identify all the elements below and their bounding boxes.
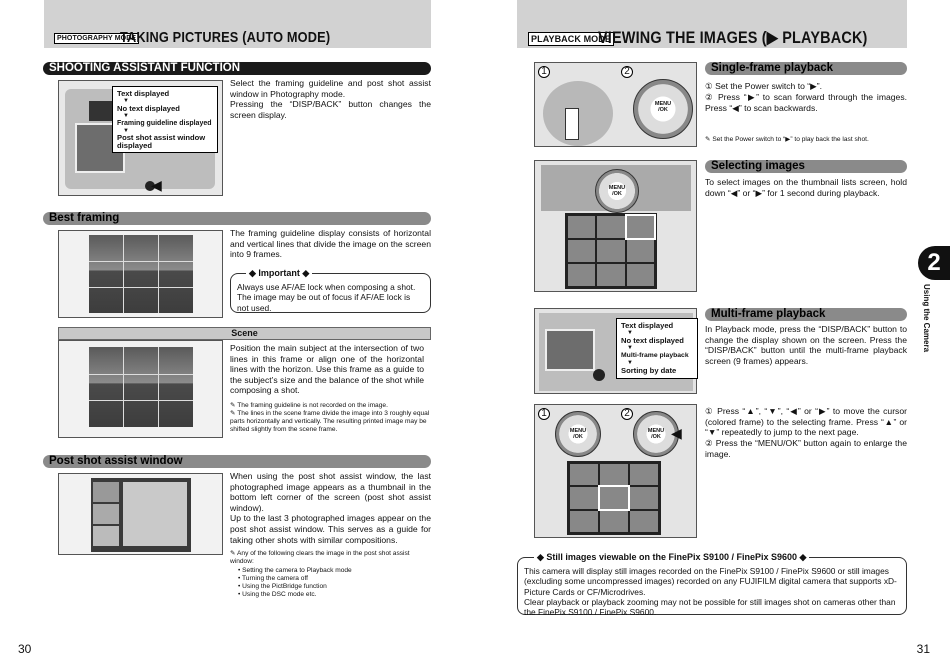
framing-guideline-image xyxy=(58,230,223,318)
selecting-images-illustration xyxy=(534,160,697,292)
multi-frame-step-1: ① Press “▲”, “▼”, “◀” or “▶” to move the cursor (colored frame) to the selecting frame. Press “▲” or “▼” repeatedly to jump to the next page. xyxy=(705,406,907,438)
chapter-tab: 2 xyxy=(918,246,950,280)
power-switch-illustration: 1 2 MENU /OK xyxy=(534,62,697,147)
left-page-title: TAKING PICTURES (AUTO MODE) xyxy=(120,29,331,46)
post-shot-bar: Post shot assist window xyxy=(43,455,431,468)
pointer-arrow-icon: ◀ xyxy=(151,177,162,193)
best-framing-bar: Best framing xyxy=(43,212,431,225)
single-frame-note: ✎ Set the Power switch to “▶” to play back the last shot. xyxy=(705,136,869,143)
scene-header: Scene xyxy=(58,327,431,340)
important-box xyxy=(230,273,431,313)
right-page-number: 31 xyxy=(916,642,930,656)
scene-note-2: ✎ The lines in the scene frame divide the image into 3 roughly equal parts horizontally and vertically. The resulting printed image may be shifted slightly from the scene frame. xyxy=(230,410,430,433)
scene-note-1: ✎ The framing guideline is not recorded on the image. xyxy=(230,402,388,409)
shooting-assistant-text: Select the framing guideline and post shot assist window in Photography mode. Pressing the “DISP/BACK” button changes the screen display. xyxy=(230,78,431,120)
single-frame-step-1: ① Set the Power switch to “▶”. xyxy=(705,81,822,91)
post-shot-window-image xyxy=(58,473,223,555)
menu-ok-label-1: MENU /OK xyxy=(654,101,672,113)
single-frame-step-2: ② Press “▶” to scan forward through the images. Press “◀” to scan backwards. xyxy=(705,92,907,113)
multi-frame-text: In Playback mode, press the “DISP/BACK” button to change the display shown on the screen. Press the “DISP/BACK” button until the multi-frame playback screen (9 frames) appears. xyxy=(705,324,907,366)
still-images-box xyxy=(517,557,907,618)
disp-display-cycle-popup: Text displayed ▼ No text displayed ▼ Framing guideline displayed ▼ Post shot assist window displayed xyxy=(112,86,218,153)
multi-frame-cursor-illustration: 1 2 MENU /OK MENU /OK ◀ xyxy=(534,404,697,538)
pointer-arrow-icon-2: ◀ xyxy=(671,425,682,441)
single-frame-bar: Single-frame playback xyxy=(705,62,907,75)
playback-mode-tag: PLAYBACK MODE xyxy=(528,32,614,46)
post-shot-bullet-1: • Setting the camera to Playback mode xyxy=(238,567,352,574)
post-shot-bullet-4: • Using the DSC mode etc. xyxy=(238,591,317,598)
still-images-text-1: This camera will display still images recorded on the FinePix S9100 / FinePix S9600 or still images (excluding some uncompressed images) recorded on any FUJIFILM digital camera that supports xD-Picture Cards or CF/Microdrives. xyxy=(524,566,897,597)
important-title: ◆ Important ◆ xyxy=(246,268,312,279)
photography-mode-tag: PHOTOGRAPHY MODE xyxy=(54,33,139,44)
still-images-text-2: Clear playback or playback zooming may not be possible for still images shot on cameras other than the FinePix S9100 / FinePix S9600. xyxy=(524,596,896,618)
still-images-title: ◆ Still images viewable on the FinePix S9100 / FinePix S9600 ◆ xyxy=(534,552,809,563)
menu-ok-label-3: MENU /OK xyxy=(569,428,587,440)
important-text: Always use AF/AE lock when composing a shot. The image may be out of focus if AF/AE lock is not used. xyxy=(237,282,416,313)
scene-guideline-image xyxy=(58,340,223,438)
multi-frame-cycle-popup: Text displayed ▼ No text displayed ▼ Multi-frame playback ▼ Sorting by date xyxy=(616,318,698,379)
post-shot-note: ✎ Any of the following clears the image in the post shot assist window: xyxy=(230,550,410,565)
right-page-title: VIEWING THE IMAGES (▶ PLAYBACK) xyxy=(598,28,868,47)
left-page-number: 30 xyxy=(18,642,32,656)
best-framing-text: The framing guideline display consists of horizontal and vertical lines that divide the image on the screen into 9 frames. xyxy=(230,228,431,260)
multi-frame-step-2: ② Press the “MENU/OK” button again to enlarge the image. xyxy=(705,438,907,459)
post-shot-bullet-2: • Turning the camera off xyxy=(238,575,308,582)
chapter-label: Using the Camera xyxy=(922,284,931,353)
post-shot-text: When using the post shot assist window, the last photographed image appears as a thumbnail in the bottom left corner of the screen (post shot assist window). Up to the last 3 photographed images appear on the post shot assist window. This serves as a guide for taking other shots with similar compositions. xyxy=(230,471,431,545)
selecting-images-bar: Selecting images xyxy=(705,160,907,173)
scene-text: Position the main subject at the intersection of two lines in this frame or align one of the horizontal lines with the horizon. Use this frame as a guide to the subject’s size and the balance of the shot while composing a shot. xyxy=(230,343,424,396)
post-shot-bullet-3: • Using the PictBridge function xyxy=(238,583,327,590)
menu-ok-label-2: MENU /OK xyxy=(608,185,626,197)
selecting-images-text: To select images on the thumbnail lists screen, hold down “◀” or “▶” for 1 second during playback. xyxy=(705,177,907,198)
menu-ok-label-4: MENU /OK xyxy=(647,428,665,440)
shooting-assistant-bar: SHOOTING ASSISTANT FUNCTION xyxy=(43,62,431,75)
multi-frame-bar: Multi-frame playback xyxy=(705,308,907,321)
